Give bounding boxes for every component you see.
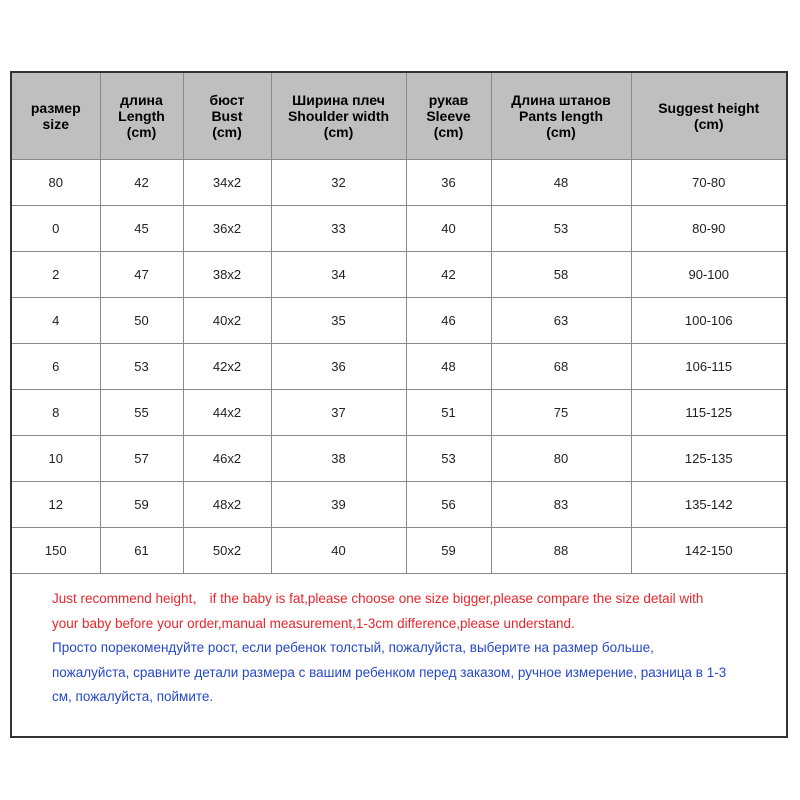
cell-suggest-height: 100-106 xyxy=(631,298,786,344)
cell-bust: 42x2 xyxy=(183,344,271,390)
cell-size: 150 xyxy=(12,528,100,574)
header-line: Sleeve xyxy=(426,108,471,124)
table-row xyxy=(12,252,786,298)
cell-suggest-height: 70-80 xyxy=(631,160,786,206)
cell-size: 0 xyxy=(12,206,100,252)
cell-shoulder-width: 40 xyxy=(271,528,406,574)
cell-size: 2 xyxy=(12,252,100,298)
header-line: (cm) xyxy=(693,116,724,132)
cell-size: 12 xyxy=(12,482,100,528)
cell-bust: 40x2 xyxy=(183,298,271,344)
header-line: Bust xyxy=(211,108,243,124)
cell-size: 10 xyxy=(12,436,100,482)
cell-bust: 48x2 xyxy=(183,482,271,528)
cell-sleeve: 59 xyxy=(406,528,491,574)
cell-bust: 36x2 xyxy=(183,206,271,252)
cell-bust: 44x2 xyxy=(183,390,271,436)
table-row xyxy=(12,436,786,482)
cell-shoulder-width: 34 xyxy=(271,252,406,298)
cell-length: 42 xyxy=(100,160,183,206)
header-line: размер xyxy=(30,100,81,116)
header-line: (cm) xyxy=(433,124,464,140)
cell-sleeve: 56 xyxy=(406,482,491,528)
note-en-line: your baby before your order,manual measurement,1-3cm difference,please understand. xyxy=(52,615,575,631)
cell-sleeve: 53 xyxy=(406,436,491,482)
cell-shoulder-width: 38 xyxy=(271,436,406,482)
cell-pants-length: 48 xyxy=(491,160,631,206)
cell-sleeve: 51 xyxy=(406,390,491,436)
header-line: Длина штанов xyxy=(511,92,611,108)
cell-bust: 46x2 xyxy=(183,436,271,482)
header-line: (cm) xyxy=(212,124,242,140)
cell-shoulder-width: 35 xyxy=(271,298,406,344)
cell-shoulder-width: 32 xyxy=(271,160,406,206)
header-shoulder-width xyxy=(271,73,406,160)
table-row xyxy=(12,298,786,344)
cell-pants-length: 58 xyxy=(491,252,631,298)
cell-pants-length: 68 xyxy=(491,344,631,390)
header-length xyxy=(100,73,183,160)
cell-suggest-height: 80-90 xyxy=(631,206,786,252)
header-line: Pants length xyxy=(518,108,603,124)
cell-length: 55 xyxy=(100,390,183,436)
cell-suggest-height: 125-135 xyxy=(631,436,786,482)
cell-size: 80 xyxy=(12,160,100,206)
header-line: длина xyxy=(120,92,163,108)
size-table xyxy=(12,73,786,574)
header-line: (cm) xyxy=(546,124,576,140)
cell-size: 4 xyxy=(12,298,100,344)
cell-suggest-height: 135-142 xyxy=(631,482,786,528)
header-bust xyxy=(183,73,271,160)
cell-length: 57 xyxy=(100,436,183,482)
cell-sleeve: 48 xyxy=(406,344,491,390)
cell-length: 59 xyxy=(100,482,183,528)
header-pants-length xyxy=(491,73,631,160)
header-line: Ширина плеч xyxy=(292,92,385,108)
size-notes xyxy=(52,587,772,710)
cell-shoulder-width: 33 xyxy=(271,206,406,252)
header-line: бюст xyxy=(209,92,245,108)
header-sleeve xyxy=(406,73,491,160)
cell-sleeve: 42 xyxy=(406,252,491,298)
header-line: Length xyxy=(118,108,165,124)
header-line: рукав xyxy=(428,92,469,108)
table-body xyxy=(12,160,786,574)
header-line: Shoulder width xyxy=(287,108,390,124)
cell-pants-length: 83 xyxy=(491,482,631,528)
table-row xyxy=(12,528,786,574)
table-row xyxy=(12,344,786,390)
cell-suggest-height: 106-115 xyxy=(631,344,786,390)
header-suggest-height xyxy=(631,73,786,160)
cell-size: 8 xyxy=(12,390,100,436)
cell-shoulder-width: 37 xyxy=(271,390,406,436)
header-line: size xyxy=(42,116,69,132)
table-row xyxy=(12,390,786,436)
table-row xyxy=(12,160,786,206)
cell-suggest-height: 142-150 xyxy=(631,528,786,574)
note-ru-line: см, пожалуйста, поймите. xyxy=(52,689,214,704)
header-line: Suggest height xyxy=(658,100,760,116)
cell-pants-length: 53 xyxy=(491,206,631,252)
table-row xyxy=(12,482,786,528)
cell-length: 61 xyxy=(100,528,183,574)
note-en-line: Just recommend height， if the baby is fat,please choose one size bigger,please compare the size detail with xyxy=(52,591,704,606)
table-header-row xyxy=(12,73,786,160)
cell-sleeve: 36 xyxy=(406,160,491,206)
cell-bust: 50x2 xyxy=(183,528,271,574)
cell-length: 45 xyxy=(100,206,183,252)
note-ru-line: Просто порекомендуйте рост, если ребенок толстый, пожалуйста, выберите на размер больше, xyxy=(52,640,654,655)
header-size xyxy=(12,73,100,160)
header-line: (cm) xyxy=(323,124,354,140)
table-row xyxy=(12,206,786,252)
size-chart-frame xyxy=(10,71,788,738)
cell-sleeve: 40 xyxy=(406,206,491,252)
cell-size: 6 xyxy=(12,344,100,390)
cell-length: 53 xyxy=(100,344,183,390)
cell-suggest-height: 115-125 xyxy=(631,390,786,436)
cell-bust: 38x2 xyxy=(183,252,271,298)
cell-pants-length: 75 xyxy=(491,390,631,436)
cell-shoulder-width: 39 xyxy=(271,482,406,528)
cell-length: 50 xyxy=(100,298,183,344)
header-line: (cm) xyxy=(126,124,157,140)
cell-pants-length: 63 xyxy=(491,298,631,344)
cell-pants-length: 88 xyxy=(491,528,631,574)
cell-suggest-height: 90-100 xyxy=(631,252,786,298)
note-ru-line: пожалуйста, сравните детали размера с вашим ребенком перед заказом, ручное измерение, разница в 1-3 xyxy=(52,664,727,680)
cell-bust: 34x2 xyxy=(183,160,271,206)
cell-shoulder-width: 36 xyxy=(271,344,406,390)
cell-pants-length: 80 xyxy=(491,436,631,482)
cell-length: 47 xyxy=(100,252,183,298)
cell-sleeve: 46 xyxy=(406,298,491,344)
